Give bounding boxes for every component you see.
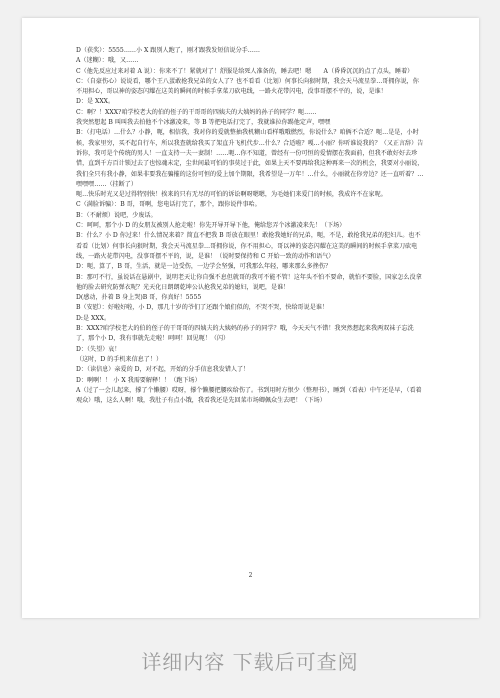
paragraph: B（安慰）：好啦好啦，小 D，那几十岁的爷们了还跟个娘们似的，不哭不哭，快给哥说是谁！ xyxy=(76,304,329,312)
paragraph: D：啊啊！！ 小 X 我需要解释！！（跑下场） xyxy=(76,376,201,384)
download-prompt[interactable]: 详细内容 下载后可查阅 xyxy=(141,650,359,674)
paragraph: B：（不耐烦）说吧，少废话。 xyxy=(76,211,157,219)
paragraph: B：那可不行，虽说话在悬剧中，说明老天让你自强不息但就哥的我可不能不管！这年头不怕不要命，就怕不要脸，国家怎么没拿他的脸去研究防弹衣呢？光天化日朗朗乾坤公认抢我兄弟的媳妇，说吧，是谁！ xyxy=(76,273,422,291)
paragraph: （这时，D 的手机来信息了！） xyxy=(76,355,163,363)
page-number: 2 xyxy=(248,572,253,579)
paragraph: C：（自豪伤心）说说看，哪个王八蛋敢抢我兄弟的女人了？也不看看（比划）何事长向狠时期，我会天马流星拳…哥拥你说，你不用担心，哥以神的姿态闪耀在这美的瞬间的时候手拿菜刀砍电线，一路火花带闪电，没事哥摆不平的，说，是谁！ xyxy=(76,77,419,96)
paragraph: C：啊？！XXX?咱学校老大的伯的侄子的干哥哥的四姨夫的大姨妈的孙子的同学？呃…… xyxy=(76,108,317,116)
document-page xyxy=(22,18,479,618)
paragraph: A（迷糊）：哦，又…… xyxy=(76,57,139,65)
paragraph: D(感动，扑着 B 身上哭)B 哥，你真好！5555 xyxy=(76,294,202,302)
paragraph: C：呵呵，那个小 D 的女朋友被别人抢走啦！你先开导开导下他，俺给您弄个冰激凌来先！（下场） xyxy=(76,222,346,230)
paragraph: D（获奖）：5555……小 X 跟别人跑了，刚才跟我发短信说分手…… xyxy=(76,47,260,54)
paragraph: B：XXX?咱学校老大的伯的侄子的干哥哥的四姨夫的大姨妈的孙子的同学？哦，今天天气不错！我突然想起来我两双袜子忘洗了，那个小 D，我有事就先走啦！呵呵！回见呃！（闪） xyxy=(76,325,414,343)
paragraph: D:是 XXX。 xyxy=(76,314,111,322)
paragraph: 呃…快乐时光又是过得特别快！挨来的只有无尽的可怕的诉讼啊呀嗯嗯，为毛她们来爱门的时候，我成许不在家呢。 xyxy=(76,191,387,199)
paragraph: B：什么？小 D 你过来！什么情况来着？简直不把我 B 哥放在眼里！敢抢我她好的兄弟，呃，不是，敢抢我兄弟的犯妇儿。也不看看（比划）何事长向狠时期，我会天马流星拳…哥拥你说，你不用担心，哥以神的姿态闪耀在这美的瞬间的时候手拿菜刀砍电线，一路火花带闪电，没事哥摆不平的，说，是谁！（说时要保持和 C 开始一致的动作和语气） xyxy=(76,232,421,260)
paragraph: B：（打电话）…什么？小静，呃，相信我，我对你的爱就整抽我机糊山看样哦哦燃烈，你说什么？咱俩不合适？呃…是是，小时候，我家里穷，买不起自行车，所以我查就给我买了架直升飞机代步…什么？合适啦？嘎…小丽？你听谁说我的？（又正言辞）告诉你，我可是个传统的男人！一直支持一夫一妻制！……呃…你不知道，曾经有一份可恒的爱情摆在我面前，但我不敢好好去珍惜，直到千方百计锁过去了也惊魂未定，尘世间最可怕的事莫过于此，如果上天不要再给我这种再来一次的机会，我要对小丽说，我们全只有我小静，如果非要我在骗摧的这份可恒的爱上加个期限，我希望是一万年！…什么，小丽就在你旁边？还一直听着？…嘿嘿嘿……（挂断了） xyxy=(76,129,424,188)
paragraph: D：是 XXX。 xyxy=(76,98,115,106)
paragraph: D：（读信息）亲爱的 D，对不起，开始的分手信息我发错人了！ xyxy=(76,366,250,374)
paragraph: D：（失望）哀！ xyxy=(76,345,121,353)
watermark xyxy=(65,444,198,487)
paragraph: A（过了一会儿起来，撑了个懒腰）哎呀，撑个懒腰把腰疾给伤了。书到用时方恨少（整理书），睡到（看表）中午还是早，（看着观众）哦，这么人啊！哦，我肚子有点小饿，我看我还是先回菜市场卿佩众生去吧！（下场） xyxy=(76,386,422,405)
paragraph: 我突然想起 B 叫叫我去拍他不个冰激凌来，等 B 等把电话打完了，我就谁拉你踢他定声，嘿嘿 xyxy=(76,119,331,127)
paragraph: C（他先反应过来对着 A 说）：你来不了！紧就对了！舒服是给死人准备的，睡去吧！嗯 A（昏昏沉沉的点了点头，睡着） xyxy=(76,67,414,75)
document-body xyxy=(76,46,424,406)
paragraph: C（满脸诉骗）：B 哥，哥啊，您电话打完了，那个，跟你说件事哈。 xyxy=(76,201,261,209)
paragraph: D：呃，算了，B 哥，生活，就是一边受伤，一边学会坚强，可我那么年轻，哪来那么多挫伤？ xyxy=(76,263,332,271)
